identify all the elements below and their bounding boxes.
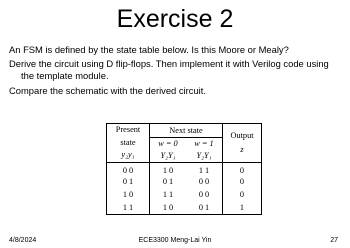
w1-vars: Y₂Y₁ <box>186 150 223 163</box>
present-state-label-1: Present <box>115 125 141 134</box>
w1-cell: 0 1 <box>186 201 223 214</box>
present-state-header <box>107 124 150 163</box>
output-cell: 0 <box>223 175 262 188</box>
table-row <box>107 175 262 188</box>
output-cell: 0 <box>223 162 262 175</box>
output-header <box>223 124 262 163</box>
w1-header: w = 1 <box>194 139 214 148</box>
output-cell: 1 <box>223 201 262 214</box>
footer-course: ECE3300 Meng-Lai Yin <box>138 237 212 244</box>
table-row <box>107 188 262 201</box>
w0-vars: Y₂Y₁ <box>150 150 187 163</box>
w0-cell: 1 0 <box>150 201 187 214</box>
present-cell: 0 1 <box>107 175 150 188</box>
present-cell: 1 1 <box>107 201 150 214</box>
question-line-2: Derive the circuit using D flip-flops. Then implement it with Verilog code using <box>9 58 329 69</box>
present-cell: 1 0 <box>107 188 150 201</box>
w0-cell: 0 1 <box>162 177 174 186</box>
present-cell: 0 0 <box>107 162 150 175</box>
question-line-4: Compare the schematic with the derived circuit. <box>9 85 206 96</box>
present-state-label-2: state <box>120 137 136 147</box>
table-row <box>107 162 262 175</box>
state-table <box>106 123 262 215</box>
footer-page-number: 27 <box>330 237 338 244</box>
w1-cell: 1 1 <box>198 165 210 175</box>
w1-cell: 0 0 <box>198 190 210 199</box>
footer-date: 4/8/2024 <box>9 237 37 244</box>
output-label: Output <box>230 130 254 140</box>
slide-title: Exercise 2 <box>116 5 234 33</box>
table-row <box>107 201 262 214</box>
w0-header: w = 0 <box>158 139 178 148</box>
w0-cell: 1 0 <box>162 165 174 175</box>
question-line-1: An FSM is defined by the state table below. Is this Moore or Mealy? <box>9 44 289 55</box>
output-cell: 0 <box>223 188 262 201</box>
next-state-header: Next state <box>150 124 223 138</box>
w0-cell: 1 1 <box>162 190 174 199</box>
question-line-3: the template module. <box>21 70 109 81</box>
output-var: z <box>240 144 244 154</box>
w1-cell: 0 0 <box>198 177 210 186</box>
present-state-vars: y₂y₁ <box>121 150 135 159</box>
